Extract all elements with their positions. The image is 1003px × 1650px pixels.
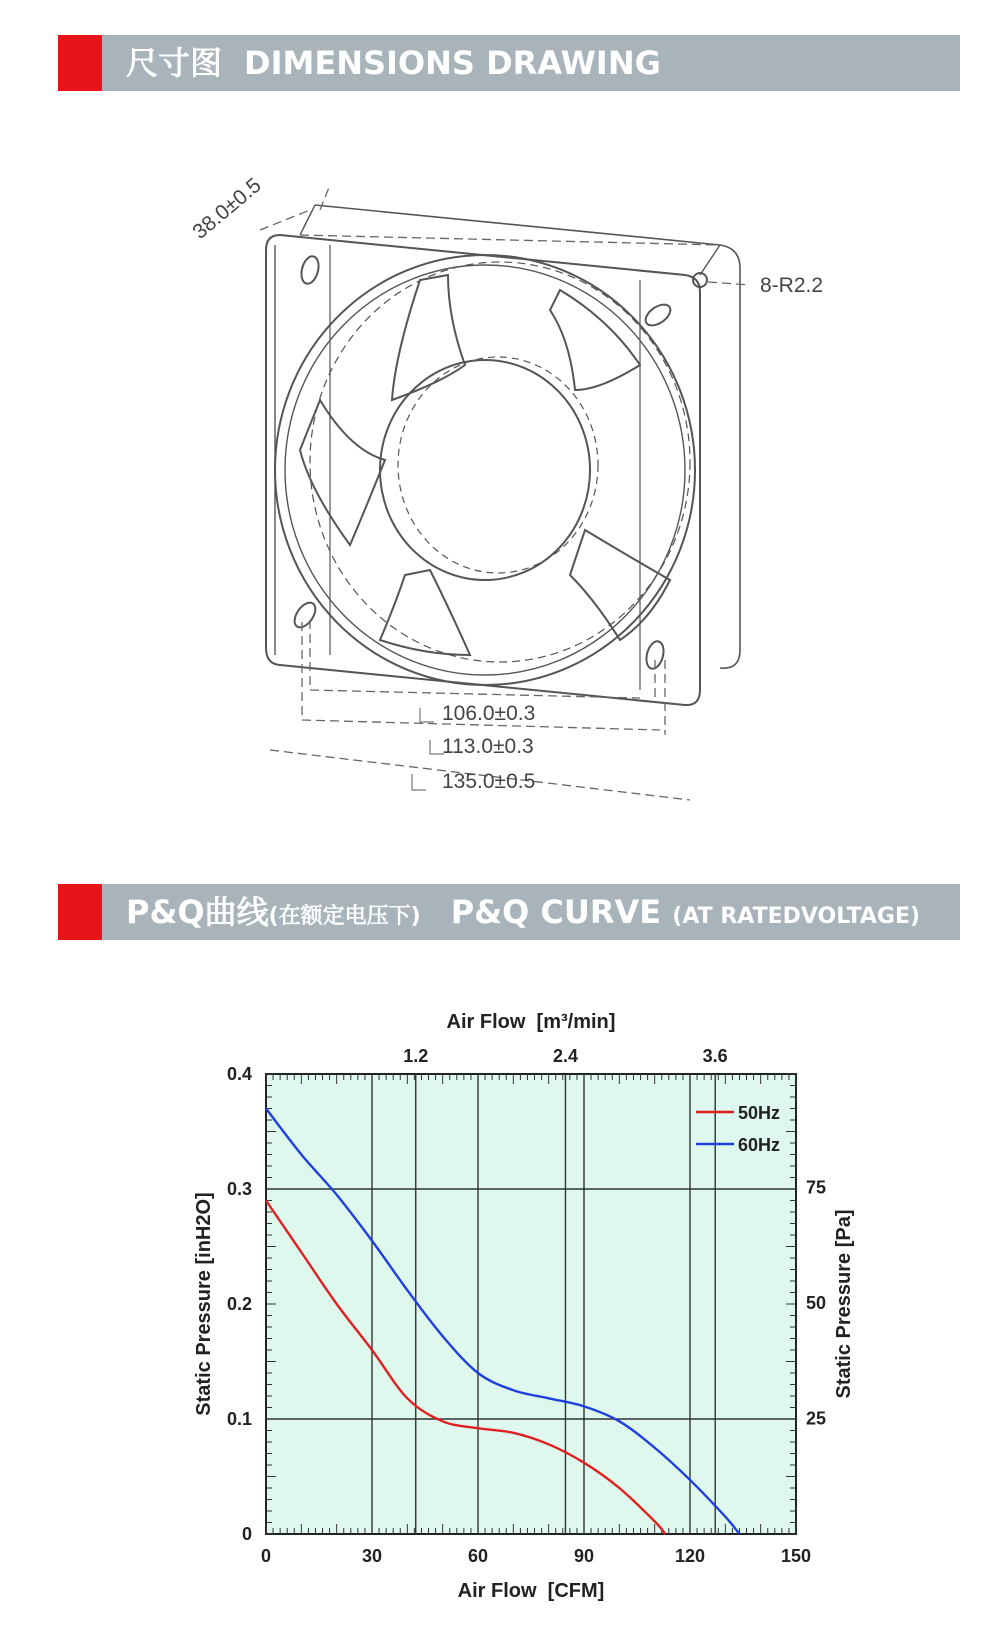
x-tick-label: 90 bbox=[573, 1546, 595, 1566]
x2-tick-label: 3.6 bbox=[702, 1046, 728, 1066]
y2-tick-label: 75 bbox=[806, 1177, 827, 1198]
x-axis-label: Air Flow [CFM] bbox=[457, 1580, 605, 1602]
red-accent-block bbox=[58, 884, 102, 940]
x2-tick-label: 2.4 bbox=[552, 1046, 578, 1066]
y-axis-label: Static Pressure [inH2O] bbox=[193, 1192, 215, 1416]
x-tick-label: 60 bbox=[467, 1546, 489, 1566]
legend-label: 50Hz bbox=[738, 1103, 781, 1123]
x2-axis-label: Air Flow [m³/min] bbox=[446, 1011, 616, 1033]
section-title-zh: P&Q曲线 bbox=[126, 893, 269, 931]
x-tick-label: 120 bbox=[674, 1546, 706, 1566]
y-tick-label: 0.4 bbox=[226, 1064, 252, 1084]
y2-tick-label: 25 bbox=[806, 1408, 827, 1429]
section-title bbox=[126, 884, 920, 940]
x-tick-label: 150 bbox=[780, 1546, 812, 1566]
section-title-zh-small: (在额定电压下) bbox=[268, 904, 421, 929]
dim-holes-label: 8-R2.2 bbox=[760, 274, 824, 297]
y-tick-label: 0.1 bbox=[226, 1409, 252, 1429]
pq-curve-chart bbox=[180, 1000, 900, 1620]
fan-dimensions-drawing bbox=[180, 150, 900, 850]
dim-c-label: 135.0±0.5 bbox=[442, 770, 536, 793]
y-tick-label: 0.3 bbox=[226, 1179, 252, 1199]
pq-curve-section-header bbox=[58, 884, 960, 940]
x-tick-label: 0 bbox=[260, 1546, 272, 1566]
y2-axis-label: Static Pressure [Pa] bbox=[833, 1209, 855, 1399]
x-tick-label: 30 bbox=[361, 1546, 383, 1566]
dimensions-section-header bbox=[58, 35, 960, 91]
legend-label: 60Hz bbox=[738, 1135, 781, 1155]
y-tick-label: 0 bbox=[241, 1524, 252, 1544]
section-title-zh: 尺寸图 bbox=[126, 44, 223, 82]
dim-b-label: 113.0±0.3 bbox=[442, 735, 534, 758]
dim-depth-label: 38.0±0.5 bbox=[188, 173, 266, 244]
y2-tick-label: 50 bbox=[806, 1293, 827, 1314]
dim-a-label: 106.0±0.3 bbox=[442, 702, 536, 725]
section-title bbox=[126, 35, 661, 91]
x2-tick-label: 1.2 bbox=[403, 1046, 429, 1066]
y-tick-label: 0.2 bbox=[226, 1294, 252, 1314]
section-title-en: DIMENSIONS DRAWING bbox=[244, 44, 661, 82]
section-title-en-small: (AT RATEDVOLTAGE) bbox=[672, 904, 921, 929]
section-title-en: P&Q CURVE bbox=[450, 893, 662, 931]
red-accent-block bbox=[58, 35, 102, 91]
